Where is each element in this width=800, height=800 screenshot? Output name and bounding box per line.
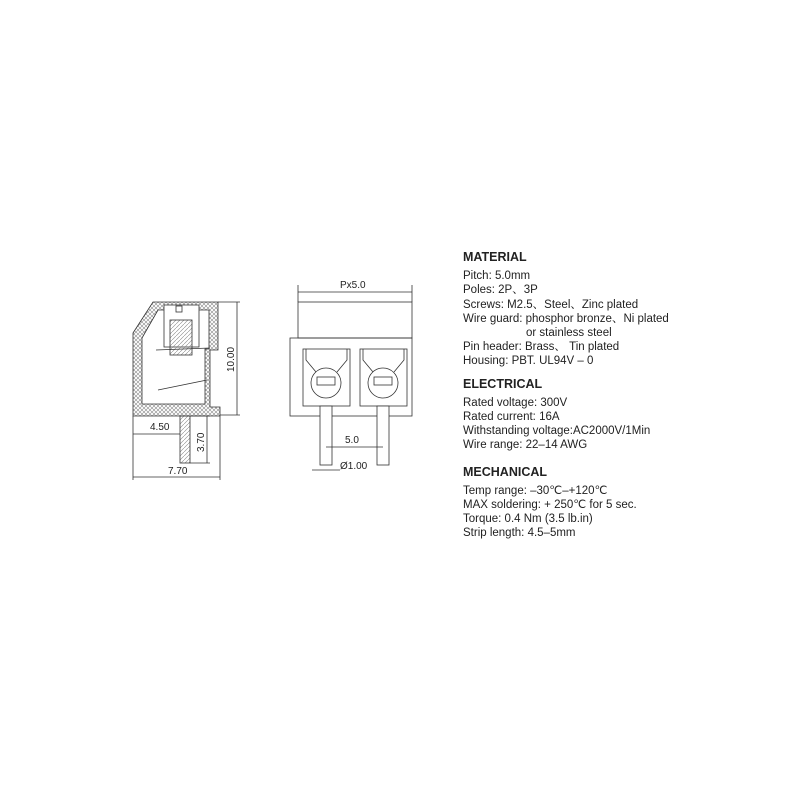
spec-line: Rated voltage: 300V	[463, 396, 568, 409]
offset-dim-label: 4.50	[150, 422, 170, 433]
wire-slot	[303, 349, 350, 406]
pitch-dim-label: Px5.0	[340, 280, 366, 291]
section-title: ELECTRICAL	[463, 376, 543, 391]
spec-line: Strip length: 4.5–5mm	[463, 527, 576, 540]
spec-line: Pin header: Brass、 Tin plated	[463, 341, 620, 354]
section-title: MECHANICAL	[463, 464, 548, 479]
front-view	[290, 280, 412, 472]
spec-line: Withstanding voltage:AC2000V/1Min	[463, 425, 651, 438]
wire-slot	[360, 349, 407, 406]
spec-line: MAX soldering: + 250℃ for 5 sec.	[463, 499, 637, 512]
specifications	[463, 250, 669, 549]
spec-line: Temp range: –30℃–+120℃	[463, 484, 608, 497]
height-dim-label: 10.00	[226, 346, 237, 372]
mechanical-section	[463, 465, 669, 541]
depth-dim-label: 7.70	[168, 466, 188, 477]
spec-line: Wire range: 22–14 AWG	[463, 439, 588, 452]
side-view	[133, 302, 240, 480]
spec-line: Housing: PBT. UL94V – 0	[463, 355, 594, 368]
pin-diameter-dim-label: Ø1.00	[340, 461, 368, 472]
spec-line: Pitch: 5.0mm	[463, 270, 531, 283]
pin-spacing-dim-label: 5.0	[345, 435, 359, 446]
spec-line: or stainless steel	[526, 327, 612, 340]
spec-line: Rated current: 16A	[463, 411, 560, 424]
spec-line: Screws: M2.5、Steel、Zinc plated	[463, 298, 639, 311]
pin-length-dim-label: 3.70	[196, 432, 207, 452]
spec-line: Torque: 0.4 Nm (3.5 lb.in)	[463, 513, 593, 526]
material-section	[463, 250, 669, 369]
electrical-section	[463, 377, 669, 453]
section-title: MATERIAL	[463, 250, 527, 264]
spec-line: Poles: 2P、3P	[463, 284, 538, 297]
spec-line: Wire guard: phosphor bronze、Ni plated	[463, 312, 669, 325]
